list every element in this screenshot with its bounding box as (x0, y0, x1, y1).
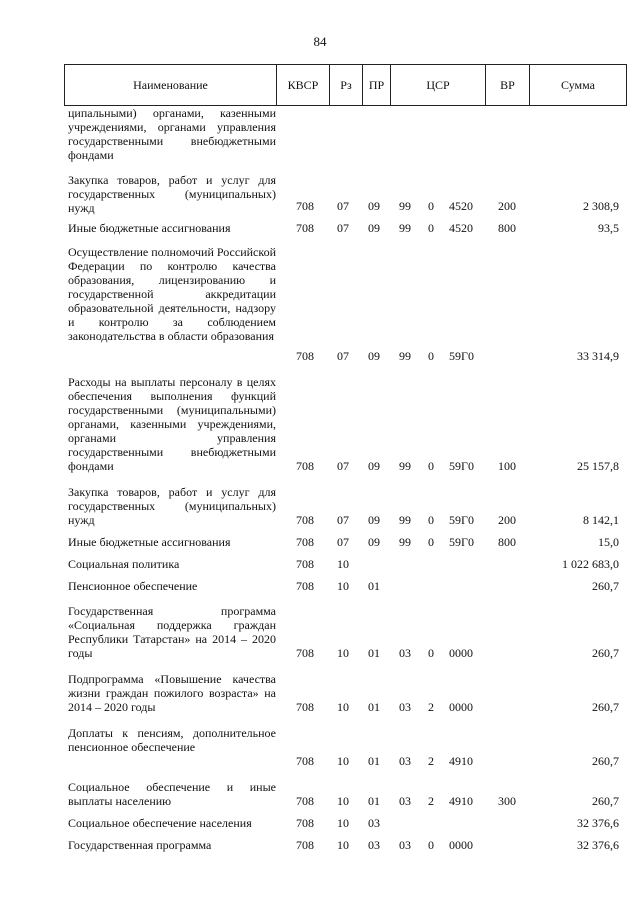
cell-sum: 8 142,1 (583, 513, 619, 527)
table-row (64, 726, 627, 768)
cell-kvsr: 708 (296, 754, 314, 768)
row-name: Подпрограмма «Повышение качества жизни граждан пожилого возраста» на 2014 – 2020 годы (68, 672, 276, 714)
row-name: Иные бюджетные ассигнования (68, 535, 231, 549)
header-rz: Рз (329, 65, 362, 105)
table-row (64, 245, 627, 363)
cell-pr: 09 (368, 349, 380, 363)
cell-csr-direction: 59Г0 (449, 349, 474, 363)
row-name: ципальными) органами, казенными учреждениями, органами управления государственными внебюджетными фондами (68, 106, 276, 162)
cell-rz: 10 (337, 646, 349, 660)
table-row (64, 672, 627, 714)
cell-csr-direction: 0000 (449, 838, 473, 852)
cell-csr-program: 99 (399, 199, 411, 213)
cell-kvsr: 708 (296, 579, 314, 593)
cell-vr: 300 (498, 794, 516, 808)
cell-rz: 10 (337, 838, 349, 852)
cell-sum: 25 157,8 (577, 459, 619, 473)
cell-pr: 09 (368, 513, 380, 527)
cell-sum: 260,7 (592, 579, 619, 593)
cell-csr-program: 03 (399, 794, 411, 808)
cell-csr-subprogram: 0 (428, 459, 434, 473)
header-csr: ЦСР (390, 65, 485, 105)
cell-rz: 10 (337, 754, 349, 768)
cell-pr: 01 (368, 579, 380, 593)
cell-kvsr: 708 (296, 816, 314, 830)
cell-csr-program: 03 (399, 838, 411, 852)
cell-rz: 07 (337, 513, 349, 527)
table-header (64, 64, 627, 106)
table-row (64, 375, 627, 473)
cell-csr-program: 03 (399, 646, 411, 660)
header-pr: ПР (362, 65, 390, 105)
row-name: Иные бюджетные ассигнования (68, 221, 231, 235)
cell-csr-subprogram: 2 (428, 754, 434, 768)
cell-csr-program: 03 (399, 700, 411, 714)
cell-pr: 01 (368, 700, 380, 714)
row-name: Государственная программа «Социальная поддержка граждан Республики Татарстан» на 2014 – 2020 годы (68, 604, 276, 660)
cell-csr-direction: 4520 (449, 199, 473, 213)
cell-vr: 200 (498, 513, 516, 527)
cell-csr-direction: 4910 (449, 794, 473, 808)
header-name: Наименование (133, 78, 208, 92)
header-kvsr: КВСР (276, 65, 329, 105)
cell-csr-program: 99 (399, 535, 411, 549)
table-row (64, 221, 627, 235)
cell-sum: 33 314,9 (577, 349, 619, 363)
cell-csr-subprogram: 0 (428, 221, 434, 235)
cell-csr-direction: 59Г0 (449, 513, 474, 527)
row-name: Пенсионное обеспечение (68, 579, 198, 593)
cell-kvsr: 708 (296, 700, 314, 714)
table-row (64, 557, 627, 571)
row-name: Государственная программа (68, 838, 212, 852)
cell-pr: 09 (368, 199, 380, 213)
row-name: Социальное обеспечение населения (68, 816, 252, 830)
cell-sum: 32 376,6 (577, 816, 619, 830)
cell-pr: 03 (368, 816, 380, 830)
cell-kvsr: 708 (296, 459, 314, 473)
cell-csr-program: 99 (399, 221, 411, 235)
cell-sum: 260,7 (592, 794, 619, 808)
table-row (64, 604, 627, 660)
cell-rz: 10 (337, 579, 349, 593)
row-name: Осуществление полномочий Российской Федерации по контролю качества образования, лицензированию и государственной аккредитации образовательной деятельности, надзору и контролю за соблюдением законодательства в области образования (68, 245, 277, 343)
cell-csr-subprogram: 0 (428, 199, 434, 213)
cell-kvsr: 708 (296, 199, 314, 213)
cell-kvsr: 708 (296, 513, 314, 527)
cell-pr: 01 (368, 794, 380, 808)
cell-csr-subprogram: 2 (428, 700, 434, 714)
cell-kvsr: 708 (296, 535, 314, 549)
cell-csr-program: 99 (399, 459, 411, 473)
page-number: 84 (313, 34, 327, 49)
cell-rz: 07 (337, 459, 349, 473)
cell-sum: 260,7 (592, 646, 619, 660)
cell-csr-direction: 59Г0 (449, 535, 474, 549)
table-row (64, 780, 627, 808)
cell-csr-direction: 4910 (449, 754, 473, 768)
cell-rz: 07 (337, 349, 349, 363)
cell-kvsr: 708 (296, 794, 314, 808)
cell-sum: 260,7 (592, 700, 619, 714)
cell-pr: 01 (368, 646, 380, 660)
header-sum: Сумма (529, 65, 626, 105)
cell-csr-subprogram: 0 (428, 535, 434, 549)
row-name: Доплаты к пенсиям, дополнительное пенсионное обеспечение (68, 726, 276, 754)
cell-sum: 15,0 (598, 535, 619, 549)
cell-rz: 07 (337, 535, 349, 549)
table-row (64, 173, 627, 213)
row-name: Закупка товаров, работ и услуг для государственных (муниципальных) нужд (68, 485, 276, 527)
cell-sum: 260,7 (592, 754, 619, 768)
cell-rz: 10 (337, 557, 349, 571)
table-row (64, 579, 627, 593)
cell-vr: 800 (498, 535, 516, 549)
table-row (64, 838, 627, 852)
cell-csr-program: 03 (399, 754, 411, 768)
cell-pr: 09 (368, 535, 380, 549)
table-row (64, 485, 627, 527)
cell-pr: 01 (368, 754, 380, 768)
cell-rz: 07 (337, 221, 349, 235)
row-name: Социальное обеспечение и иные выплаты населению (68, 780, 276, 808)
row-name: Социальная политика (68, 557, 180, 571)
cell-csr-direction: 0000 (449, 700, 473, 714)
cell-sum: 2 308,9 (583, 199, 619, 213)
table-row (64, 106, 627, 162)
table-row (64, 535, 627, 549)
cell-csr-subprogram: 0 (428, 838, 434, 852)
cell-kvsr: 708 (296, 557, 314, 571)
cell-csr-subprogram: 0 (428, 349, 434, 363)
cell-pr: 03 (368, 838, 380, 852)
table-row (64, 816, 627, 830)
cell-csr-subprogram: 0 (428, 513, 434, 527)
table-body (64, 106, 627, 852)
header-vr: ВР (485, 65, 529, 105)
cell-pr: 09 (368, 221, 380, 235)
cell-kvsr: 708 (296, 221, 314, 235)
cell-rz: 10 (337, 794, 349, 808)
cell-csr-subprogram: 2 (428, 794, 434, 808)
cell-kvsr: 708 (296, 838, 314, 852)
cell-sum: 32 376,6 (577, 838, 619, 852)
cell-vr: 100 (498, 459, 516, 473)
cell-pr: 09 (368, 459, 380, 473)
cell-csr-direction: 59Г0 (449, 459, 474, 473)
cell-sum: 93,5 (598, 221, 619, 235)
cell-rz: 07 (337, 199, 349, 213)
cell-csr-program: 99 (399, 513, 411, 527)
cell-sum: 1 022 683,0 (562, 557, 619, 571)
cell-csr-subprogram: 0 (428, 646, 434, 660)
cell-kvsr: 708 (296, 646, 314, 660)
cell-rz: 10 (337, 816, 349, 830)
cell-kvsr: 708 (296, 349, 314, 363)
cell-csr-direction: 4520 (449, 221, 473, 235)
cell-rz: 10 (337, 700, 349, 714)
cell-vr: 800 (498, 221, 516, 235)
cell-vr: 200 (498, 199, 516, 213)
row-name: Закупка товаров, работ и услуг для государственных (муниципальных) нужд (68, 173, 276, 215)
row-name: Расходы на выплаты персоналу в целях обеспечения выполнения функций государственными (муниципальными) органами, казенными учреждениями, органами управления государственными внебюджетными фондами (68, 375, 276, 473)
cell-csr-direction: 0000 (449, 646, 473, 660)
cell-csr-program: 99 (399, 349, 411, 363)
